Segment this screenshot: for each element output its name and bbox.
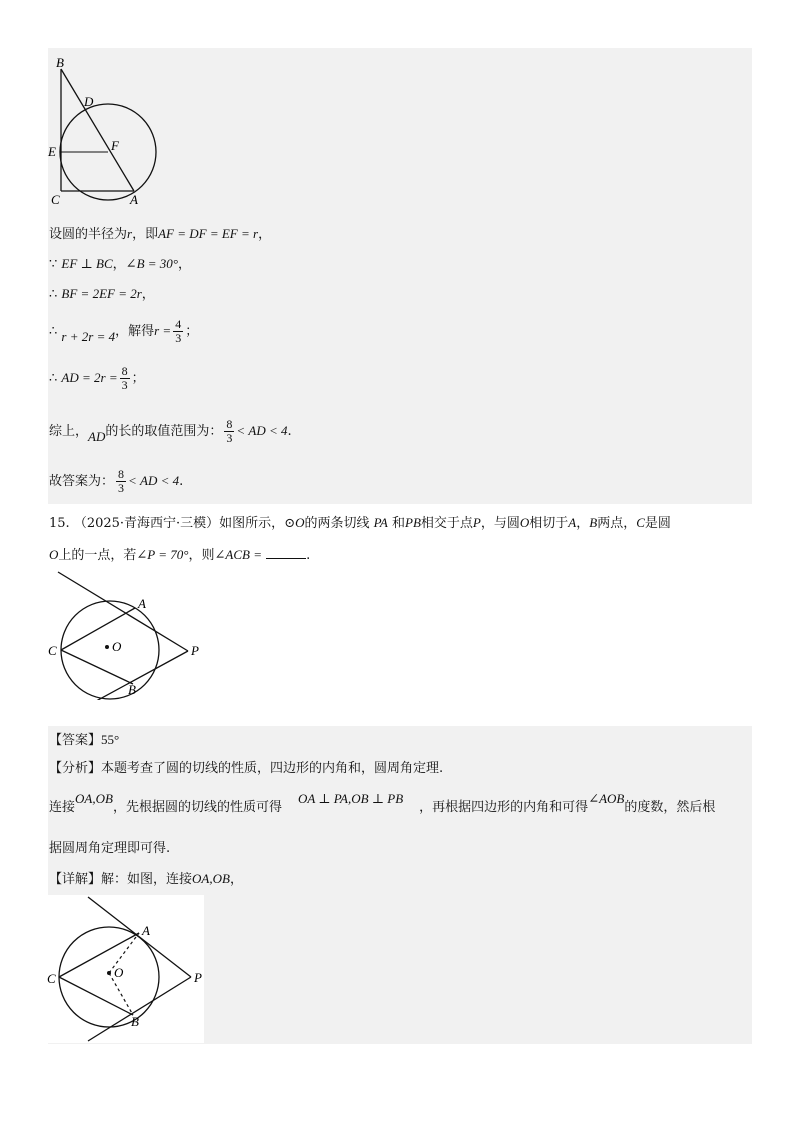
fraction-8-3: $\frac{8}{3}$ xyxy=(121,364,128,392)
label-p: P xyxy=(194,970,202,985)
solution-line-5: ∴ AD = 2r = $\frac{8}{3}$ ； xyxy=(49,364,145,392)
chord-ca xyxy=(59,933,139,977)
label-c: C xyxy=(51,192,60,207)
label-c: C xyxy=(48,643,57,658)
answer-line xyxy=(49,731,119,750)
tangent-pb xyxy=(88,977,191,1041)
fraction-8-3-b: $\frac{8}{3}$ xyxy=(226,417,233,445)
detail-line: 【详解】解：如图，连接OA,OB， xyxy=(49,871,243,887)
center-dot xyxy=(107,971,111,975)
detail-tag: 【详解】 xyxy=(49,872,102,887)
label-b: B xyxy=(56,55,64,70)
connect-line-cont: 据圆周角定理即可得. xyxy=(49,841,171,856)
solution-line-4: ∴ r + 2r = 4，解得r = $\frac{4}{3}$ ； xyxy=(49,317,199,345)
fraction-4-3: $\frac{4}{3}$ xyxy=(175,317,182,345)
label-f: F xyxy=(111,138,119,153)
solution-line-6: 综上，AD的长的取值范围为： $\frac{8}{3}$ < AD < 4. xyxy=(49,417,292,445)
fraction-8-3-c: $\frac{8}{3}$ xyxy=(118,467,125,495)
label-a: A xyxy=(138,596,146,611)
label-d: D xyxy=(84,94,94,109)
label-e: E xyxy=(48,144,56,159)
figure-tangent-circle-radii xyxy=(46,895,206,1045)
answer-blank xyxy=(266,548,306,559)
answer-value: 55° xyxy=(101,732,120,747)
circle-o xyxy=(61,601,159,699)
label-p: P xyxy=(191,643,199,658)
solution-line-7: 故答案为： $\frac{8}{3}$ < AD < 4. xyxy=(49,467,184,495)
label-c: C xyxy=(47,971,56,986)
chord-ca xyxy=(61,608,135,650)
analysis-tag: 【分析】 xyxy=(49,761,102,776)
label-b: B xyxy=(131,1014,139,1029)
analysis-line: 【分析】本题考查了圆的切线的性质，四边形的内角和，圆周角定理. xyxy=(49,761,444,776)
connect-line: 连接OA,OB，先根据圆的切线的性质可得OA ⊥ PA,OB ⊥ PB，再根据四边形的内角和可得∠AOB的度数，然后根 xyxy=(49,791,716,815)
question-15-line-2: O上的一点，若∠P = 70°，则∠ACB = . xyxy=(49,547,311,563)
tangent-pa xyxy=(88,897,191,977)
label-o: O xyxy=(112,639,122,654)
figure-right-triangle-circle xyxy=(44,52,174,212)
tangent-pa xyxy=(58,572,188,651)
solution-line-1: 设圆的半径为r，即AF = DF = EF = r， xyxy=(49,226,272,242)
circle-o xyxy=(59,927,159,1027)
label-b: B xyxy=(128,682,136,697)
solution-line-2: ∵ EF ⊥ BC，∠B = 30°， xyxy=(49,256,191,272)
label-a: A xyxy=(142,923,150,938)
figure-tangent-circle xyxy=(46,570,206,700)
side-ab xyxy=(61,69,134,191)
label-o: O xyxy=(114,965,124,980)
chord-cb xyxy=(61,650,133,684)
label-a: A xyxy=(130,192,138,207)
solution-line-3: ∴ BF = 2EF = 2r， xyxy=(49,286,155,302)
center-dot xyxy=(105,645,109,649)
question-15-line-1: 15. （2025·青海西宁·三模）如图所示，⊙O的两条切线 PA 和PB相交于点P，与圆O相切于A，B两点，C是圆 xyxy=(49,515,671,531)
answer-tag: 【答案】 xyxy=(49,733,102,748)
